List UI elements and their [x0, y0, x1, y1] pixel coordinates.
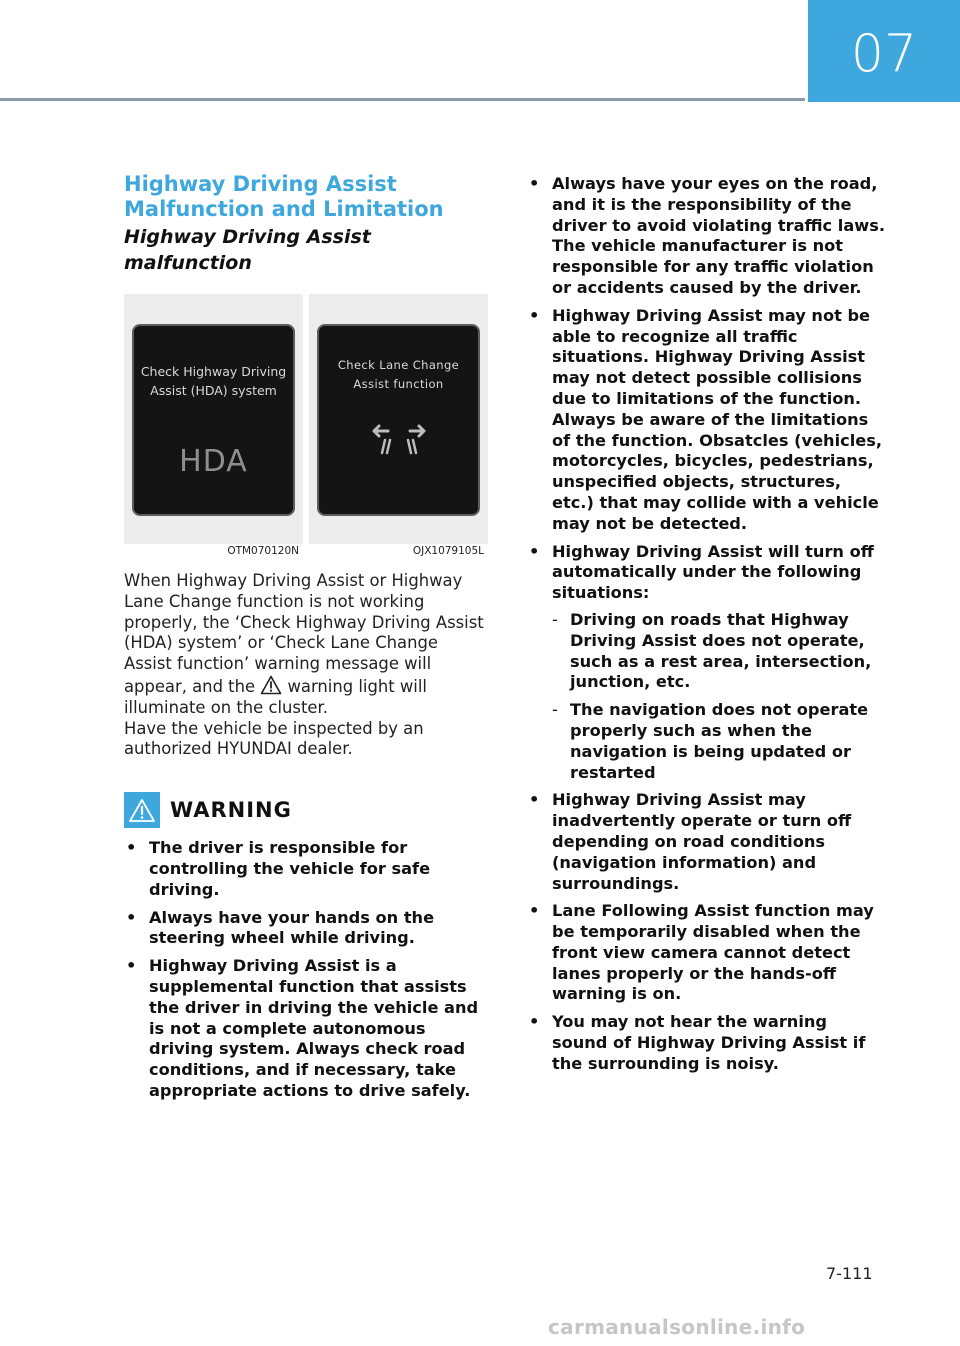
screen-message-line2: Assist function	[353, 377, 444, 391]
figure-panel	[309, 294, 488, 544]
warning-icon	[128, 798, 156, 823]
lane-change-icon	[366, 422, 432, 456]
list-item: • Always have your eyes on the road, and it is the responsibility of the driver to avoid violating traffic laws. The vehicle manufacturer is not responsible for any traffic violation or accidents caused by the driver.	[529, 174, 885, 297]
figure-code: OJX1079105L	[412, 545, 484, 557]
screen-message	[319, 356, 478, 394]
section-title-line1: Highway Driving Assist	[124, 172, 397, 196]
screen-message-line2: Assist (HDA) system	[150, 383, 277, 398]
warning-list	[124, 838, 489, 1102]
body-text-part2: warning light will illuminate on the cluster.	[124, 676, 427, 717]
figure-panel	[124, 294, 303, 544]
body-paragraph	[124, 571, 489, 760]
screen-message-line1: Check Highway Driving	[140, 364, 287, 379]
header-rule	[0, 98, 805, 101]
bullet-icon: •	[126, 956, 137, 976]
dash-icon: -	[552, 609, 558, 629]
figure-lane-change-check	[309, 294, 488, 557]
screen-message-line1: Check Lane Change	[337, 358, 460, 372]
cluster-screen	[317, 324, 480, 516]
sub-list	[552, 610, 887, 783]
warning-badge	[124, 792, 160, 828]
chapter-tab: 07	[808, 0, 960, 102]
list-item: • Highway Driving Assist may inadvertently operate or turn off depending on road conditions (navigation information) and surroundings.	[529, 790, 852, 893]
warning-label: WARNING	[170, 798, 292, 823]
figure-row	[124, 294, 489, 557]
subsection-title: Highway Driving Assist malfunction	[124, 226, 371, 274]
sub-list-item: - The navigation does not operate properly such as when the navigation is being updated or restarted	[552, 700, 869, 782]
bullet-icon: •	[529, 305, 540, 325]
left-column	[124, 172, 489, 1109]
cluster-screen	[132, 324, 295, 516]
dash-icon: -	[552, 700, 558, 720]
right-column	[527, 172, 887, 1082]
list-item: • The driver is responsible for controlling the vehicle for safe driving.	[126, 838, 431, 899]
warning-heading	[124, 792, 489, 828]
list-item: • Highway Driving Assist will turn off automatically under the following situations: - Driving on roads that Highway Driving Assist does not operate, such as a rest area, intersection, junction, etc. - The navigation does not operate properly such as when the navigation is being updated or restarted	[527, 542, 887, 784]
bullet-icon: •	[529, 901, 540, 921]
figure-code: OTM070120N	[227, 545, 299, 557]
list-item: • Highway Driving Assist is a supplemental function that assists the driver in driving the vehicle and is not a complete autonomous driving system. Always check road conditions, and if necessary, take appropriate actions to drive safely.	[126, 956, 479, 1100]
body-text-part1: When Highway Driving Assist or Highway Lane Change function is not working properly, the ‘Check Highway Driving Assist (HDA) system’ or ‘Check Lane Change Assist function’ warning message will appear, and the	[124, 571, 484, 696]
body-text-part3: Have the vehicle be inspected by an authorized HYUNDAI dealer.	[124, 718, 424, 759]
sub-list-item: - Driving on roads that Highway Driving Assist does not operate, such as a rest area, intersection, junction, etc.	[552, 609, 872, 692]
list-item: • You may not hear the warning sound of Highway Driving Assist if the surrounding is noisy.	[529, 1012, 866, 1073]
list-item: • Lane Following Assist function may be temporarily disabled when the front view camera cannot detect lanes properly or the hands-off warning is on.	[529, 901, 874, 1004]
list-item: • Highway Driving Assist may not be able to recognize all traffic situations. Highway Driving Assist may not detect possible collisions due to limitations of the function. Always be aware of the limitations of the function. Obsatcles (vehicles, motorcycles, bicycles, pedestrians, unspecified objects, structures, etc.) that may collide with a vehicle may not be detected.	[529, 305, 883, 533]
warning-triangle-icon	[260, 675, 282, 695]
bullet-icon: •	[529, 541, 540, 561]
bullet-icon: •	[529, 790, 540, 810]
screen-message	[134, 362, 293, 400]
bullet-icon: •	[529, 1012, 540, 1032]
page-number: 7-111	[826, 1264, 873, 1283]
bullet-icon: •	[126, 907, 137, 927]
figure-hda-check	[124, 294, 303, 557]
bullet-icon: •	[529, 174, 540, 193]
list-item: • Always have your hands on the steering wheel while driving.	[126, 907, 435, 948]
hda-label: HDA	[179, 444, 248, 479]
limitation-list	[527, 174, 887, 1075]
section-title	[124, 172, 489, 222]
section-title-line2: Malfunction and Limitation	[124, 197, 444, 221]
watermark: carmanualsonline.info	[548, 1315, 806, 1339]
bullet-icon: •	[126, 838, 137, 858]
